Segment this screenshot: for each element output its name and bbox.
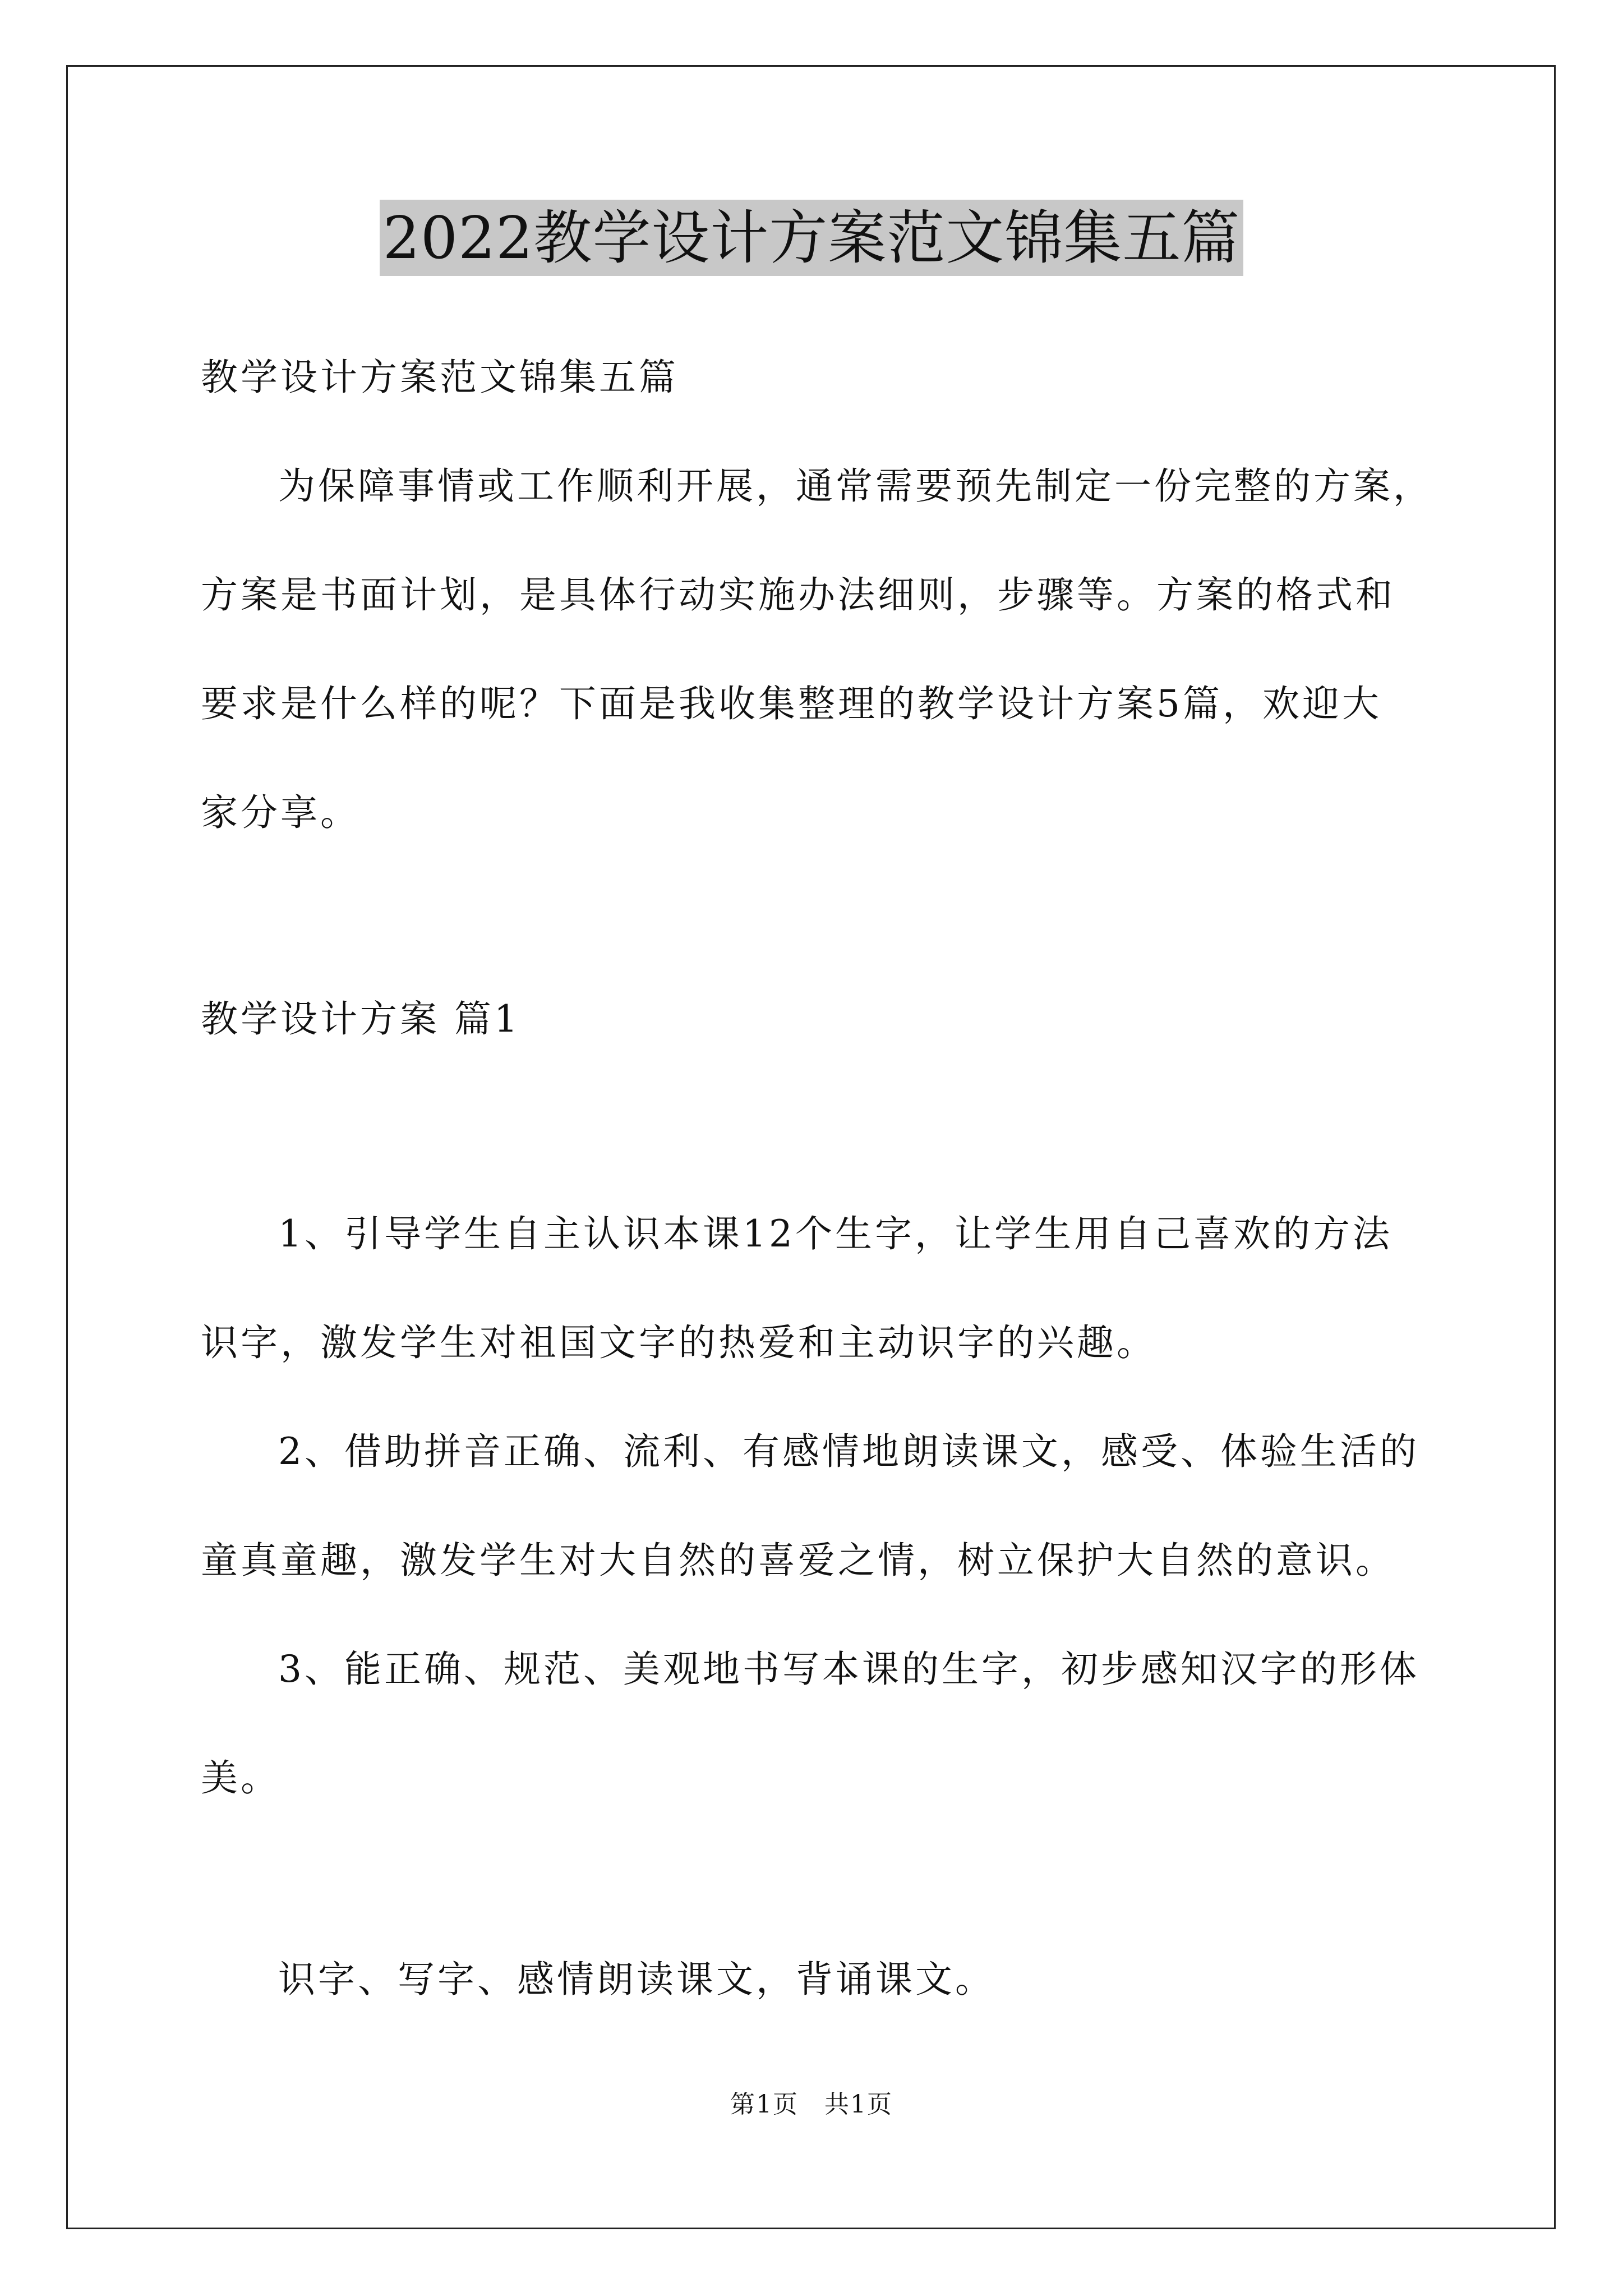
document-title: 2022教学设计方案范文锦集五篇 xyxy=(380,200,1244,276)
goal-paragraph-line: 2、借助拼音正确、流利、有感情地朗读课文，感受、体验生活的 xyxy=(278,1430,1419,1473)
intro-paragraph-line: 方案是书面计划，是具体行动实施办法细则，步骤等。方案的格式和 xyxy=(201,573,1395,616)
focus-paragraph-line: 识字、写字、感情朗读课文，背诵课文。 xyxy=(278,1958,995,2001)
page-footer: 第1页 共1页 xyxy=(730,2090,893,2119)
goal-paragraph-line: 3、能正确、规范、美观地书写本课的生字，初步感知汉字的形体 xyxy=(278,1648,1419,1691)
goal-paragraph-line: 识字，激发学生对祖国文字的热爱和主动识字的兴趣。 xyxy=(201,1321,1156,1364)
document-subtitle: 教学设计方案范文锦集五篇 xyxy=(201,356,679,399)
goal-paragraph-line: 童真童趣，激发学生对大自然的喜爱之情，树立保护大自然的意识。 xyxy=(201,1539,1395,1582)
goal-paragraph-line: 美。 xyxy=(201,1756,280,1800)
intro-paragraph-line: 家分享。 xyxy=(201,791,360,834)
title-container xyxy=(0,200,1623,276)
goal-paragraph-line: 1、引导学生自主认识本课12个生字，让学生用自己喜欢的方法 xyxy=(278,1212,1393,1255)
section-heading: 教学设计方案 篇1 xyxy=(201,997,520,1041)
intro-paragraph-line: 为保障事情或工作顺利开展，通常需要预先制定一份完整的方案， xyxy=(278,464,1433,508)
intro-paragraph-line: 要求是什么样的呢？下面是我收集整理的教学设计方案5篇，欢迎大 xyxy=(201,682,1382,725)
